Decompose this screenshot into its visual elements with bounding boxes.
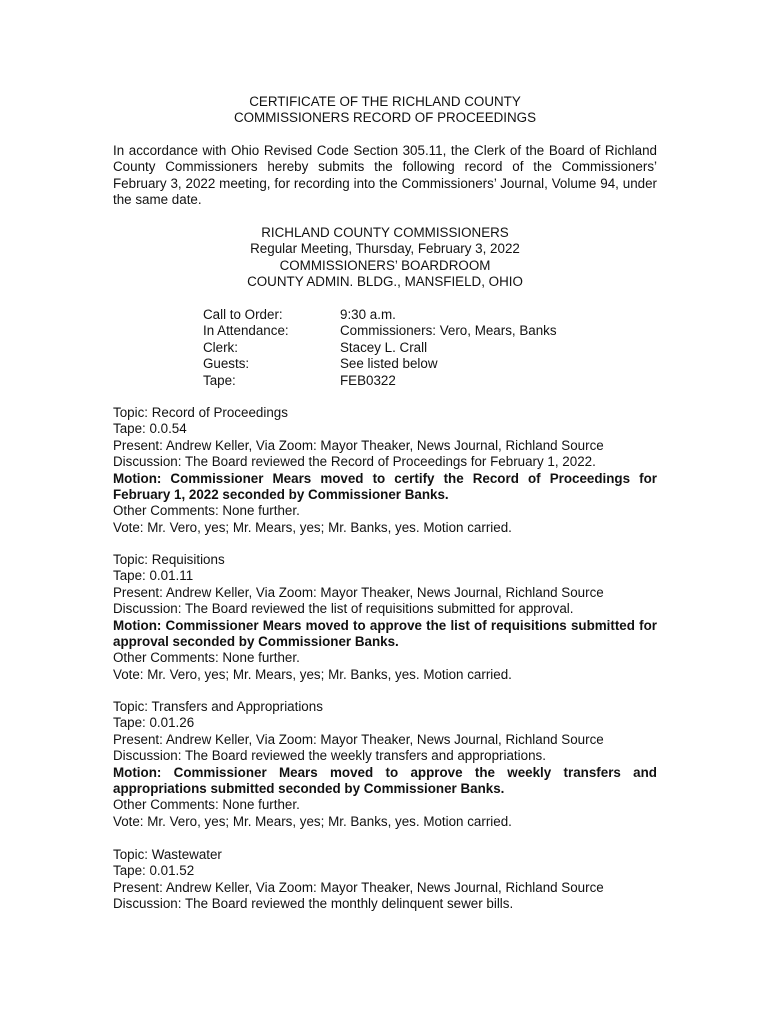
- topic-vote: Vote: Mr. Vero, yes; Mr. Mears, yes; Mr. Banks, yes. Motion carried.: [113, 666, 512, 682]
- attendance-list: [203, 307, 623, 389]
- document-title: [0, 94, 770, 127]
- meeting-heading: [0, 225, 770, 291]
- attendance-label: Call to Order:: [203, 307, 283, 322]
- topic-motion: Motion: Commissioner Mears moved to approve the list of requisitions submitted for approval seconded by Commissioner Banks.: [113, 617, 657, 650]
- attendance-value: Commissioners: Vero, Mears, Banks: [340, 323, 557, 339]
- topic-transfers-and-appropriations: [113, 699, 657, 830]
- meeting-line-4: COUNTY ADMIN. BLDG., MANSFIELD, OHIO: [247, 274, 523, 290]
- topic-discussion: Discussion: The Board reviewed the weekly transfers and appropriations.: [113, 748, 546, 764]
- attendance-label: Tape:: [203, 372, 236, 388]
- title-line-2: COMMISSIONERS RECORD OF PROCEEDINGS: [233, 110, 537, 126]
- topic-present: Present: Andrew Keller, Via Zoom: Mayor Theaker, News Journal, Richland Source: [113, 584, 604, 600]
- meeting-line-1: RICHLAND COUNTY COMMISSIONERS: [261, 225, 509, 240]
- intro-paragraph: In accordance with Ohio Revised Code Section 305.11, the Clerk of the Board of Richland County Commissioners hereby submits the following record of the Commissioners’ February 3, 2022 meeting, for recording into the Commissioners’ Journal, Volume 94, under the same date.: [113, 143, 657, 208]
- attendance-value: FEB0322: [340, 372, 396, 388]
- topic-wastewater: [113, 847, 657, 913]
- topic-other-comments: Other Comments: None further.: [113, 650, 300, 666]
- topic-present: Present: Andrew Keller, Via Zoom: Mayor Theaker, News Journal, Richland Source: [113, 437, 604, 453]
- topic-tape: Tape: 0.01.11: [113, 568, 194, 584]
- meeting-line-3: COMMISSIONERS’ BOARDROOM: [279, 257, 491, 273]
- topic-discussion: Discussion: The Board reviewed the list of requisitions submitted for approval.: [113, 601, 574, 617]
- topic-other-comments: Other Comments: None further.: [113, 797, 300, 813]
- title-line-1: CERTIFICATE OF THE RICHLAND COUNTY: [249, 94, 521, 109]
- topic-discussion: Discussion: The Board reviewed the Record of Proceedings for February 1, 2022.: [113, 454, 596, 470]
- attendance-row: [203, 340, 623, 356]
- topic-heading: Topic: Record of Proceedings: [113, 405, 288, 420]
- topic-present: Present: Andrew Keller, Via Zoom: Mayor Theaker, News Journal, Richland Source: [113, 879, 604, 895]
- topic-motion: Motion: Commissioner Mears moved to approve the weekly transfers and appropriations submitted seconded by Commissioner Banks.: [113, 764, 657, 797]
- topic-tape: Tape: 0.01.26: [113, 715, 195, 731]
- attendance-value: Stacey L. Crall: [340, 339, 428, 355]
- topic-vote: Vote: Mr. Vero, yes; Mr. Mears, yes; Mr. Banks, yes. Motion carried.: [113, 813, 512, 829]
- topic-heading: Topic: Requisitions: [113, 552, 225, 567]
- attendance-row: [203, 373, 623, 389]
- topic-vote: Vote: Mr. Vero, yes; Mr. Mears, yes; Mr. Banks, yes. Motion carried.: [113, 519, 512, 535]
- topic-record-of-proceedings: [113, 405, 657, 536]
- attendance-value: 9:30 a.m.: [340, 307, 396, 322]
- topic-requisitions: [113, 552, 657, 683]
- attendance-row: [203, 307, 623, 323]
- topic-heading: Topic: Wastewater: [113, 847, 222, 862]
- topic-tape: Tape: 0.0.54: [113, 421, 187, 437]
- attendance-label: Guests:: [203, 356, 250, 372]
- meeting-line-2: Regular Meeting, Thursday, February 3, 2022: [250, 241, 520, 257]
- topic-discussion: Discussion: The Board reviewed the monthly delinquent sewer bills.: [113, 896, 514, 912]
- topic-heading: Topic: Transfers and Appropriations: [113, 699, 323, 714]
- topic-motion: Motion: Commissioner Mears moved to certify the Record of Proceedings for February 1, 2022 seconded by Commissioner Banks.: [113, 470, 657, 503]
- topic-other-comments: Other Comments: None further.: [113, 503, 300, 519]
- attendance-value: See listed below: [340, 356, 438, 372]
- topic-present: Present: Andrew Keller, Via Zoom: Mayor Theaker, News Journal, Richland Source: [113, 731, 604, 747]
- attendance-label: Clerk:: [203, 339, 238, 355]
- attendance-label: In Attendance:: [203, 323, 289, 339]
- attendance-row: [203, 356, 623, 372]
- attendance-row: [203, 323, 623, 339]
- topic-tape: Tape: 0.01.52: [113, 863, 195, 879]
